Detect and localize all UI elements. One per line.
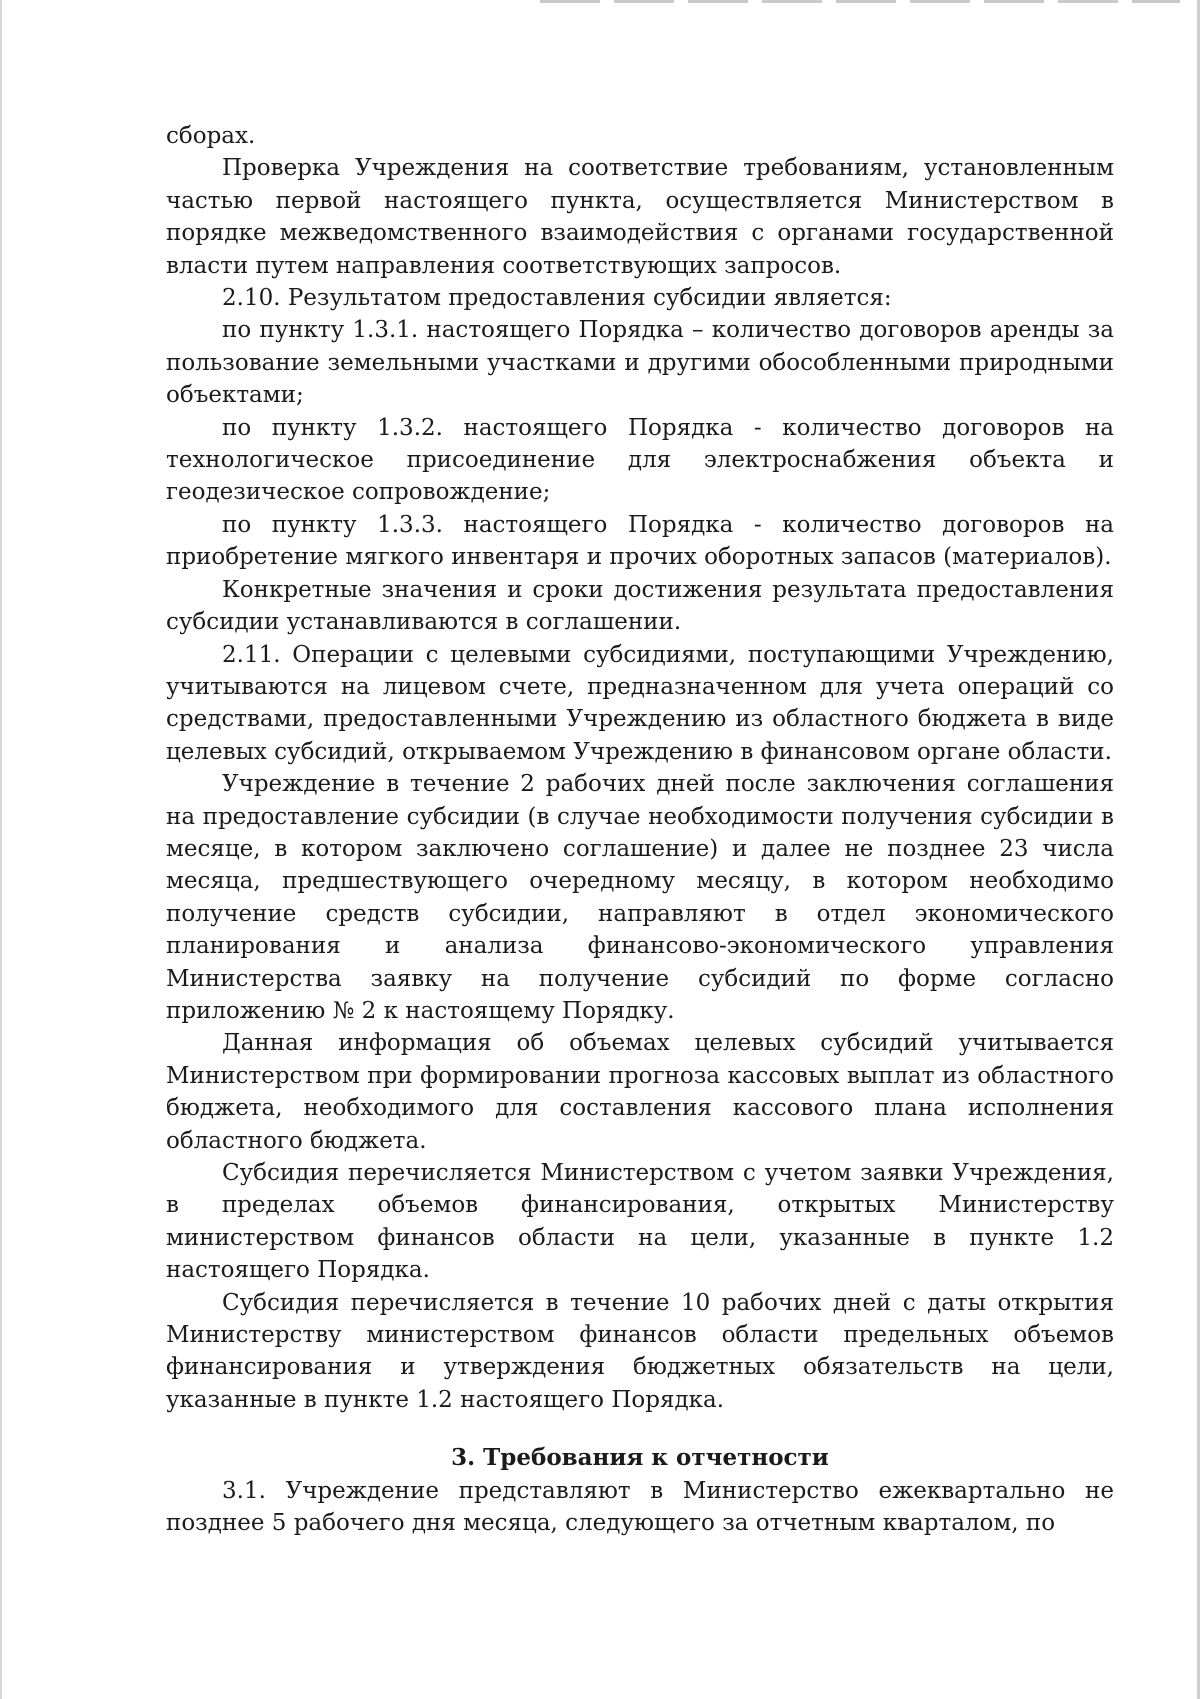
scan-edge-top [540,0,1180,3]
paragraph-continuation: сборах. [166,123,256,149]
paragraph-3-1: 3.1. Учреждение представляют в Министерство ежеквартально не позднее 5 рабочего дня месяца, следующего за отчетным кварталом, по [166,1477,1114,1537]
paragraph-transfer-2: Субсидия перечисляется в течение 10 рабочих дней с даты открытия Министерству министерством финансов области предельных объемов финансирования и утверждения бюджетных обязательств на цели, указанные в пункте 1.2 настоящего Порядка. [166,1289,1114,1413]
paragraph-item-1-3-1: по пункту 1.3.1. настоящего Порядка – количество договоров аренды за пользование земельными участками и другими обособленными природными объектами; [166,317,1114,409]
paragraph-transfer-1: Субсидия перечисляется Министерством с учетом заявки Учреждения, в пределах объемов финансирования, открытых Министерству министерством финансов области на цели, указанные в пункте 1.2 настоящего Порядка. [166,1160,1114,1284]
paragraph-forecast: Данная информация об объемах целевых субсидий учитывается Министерством при формировании прогноза кассовых выплат из областного бюджета, необходимого для составления кассового плана исполнения областного бюджета. [166,1030,1114,1154]
paragraph-item-1-3-3: по пункту 1.3.3. настоящего Порядка - количество договоров на приобретение мягкого инвентаря и прочих оборотных запасов (материалов). [166,511,1114,571]
paragraph-2-11: 2.11. Операции с целевыми субсидиями, поступающими Учреждению, учитываются на лицевом счете, предназначенном для учета операций со средствами, предоставленными Учреждению из областного бюджета в виде целевых субсидий, открываемом Учреждению в финансовом органе области. [166,641,1114,765]
paragraph-application: Учреждение в течение 2 рабочих дней после заключения соглашения на предоставление субсидии (в случае необходимости получения субсидии в месяце, в котором заключено соглашение) и далее не позднее 23 числа месяца, предшествующего очередному месяцу, в котором необходимо получение средств субсидии, направляют в отдел экономического планирования и анализа финансово-экономического управления Министерства заявку на получение субсидий по форме согласно приложению № 2 к настоящему Порядку. [166,771,1114,1024]
document-body [166,120,1114,1539]
paragraph-verification: Проверка Учреждения на соответствие требованиям, установленным частью первой настоящего пункта, осуществляется Министерством в порядке межведомственного взаимодействия с органами государственной власти путем направления соответствующих запросов. [166,155,1114,279]
paragraph-item-1-3-2: по пункту 1.3.2. настоящего Порядка - количество договоров на технологическое присоединение для электроснабжения объекта и геодезическое сопровождение; [166,414,1114,506]
section-heading: 3. Требования к отчетности [451,1444,829,1472]
paragraph-specific-values: Конкретные значения и сроки достижения результата предоставления субсидии устанавливаются в соглашении. [166,576,1114,636]
paragraph-2-10: 2.10. Результатом предоставления субсидии является: [222,285,892,312]
scan-edge-left [0,0,2,1699]
